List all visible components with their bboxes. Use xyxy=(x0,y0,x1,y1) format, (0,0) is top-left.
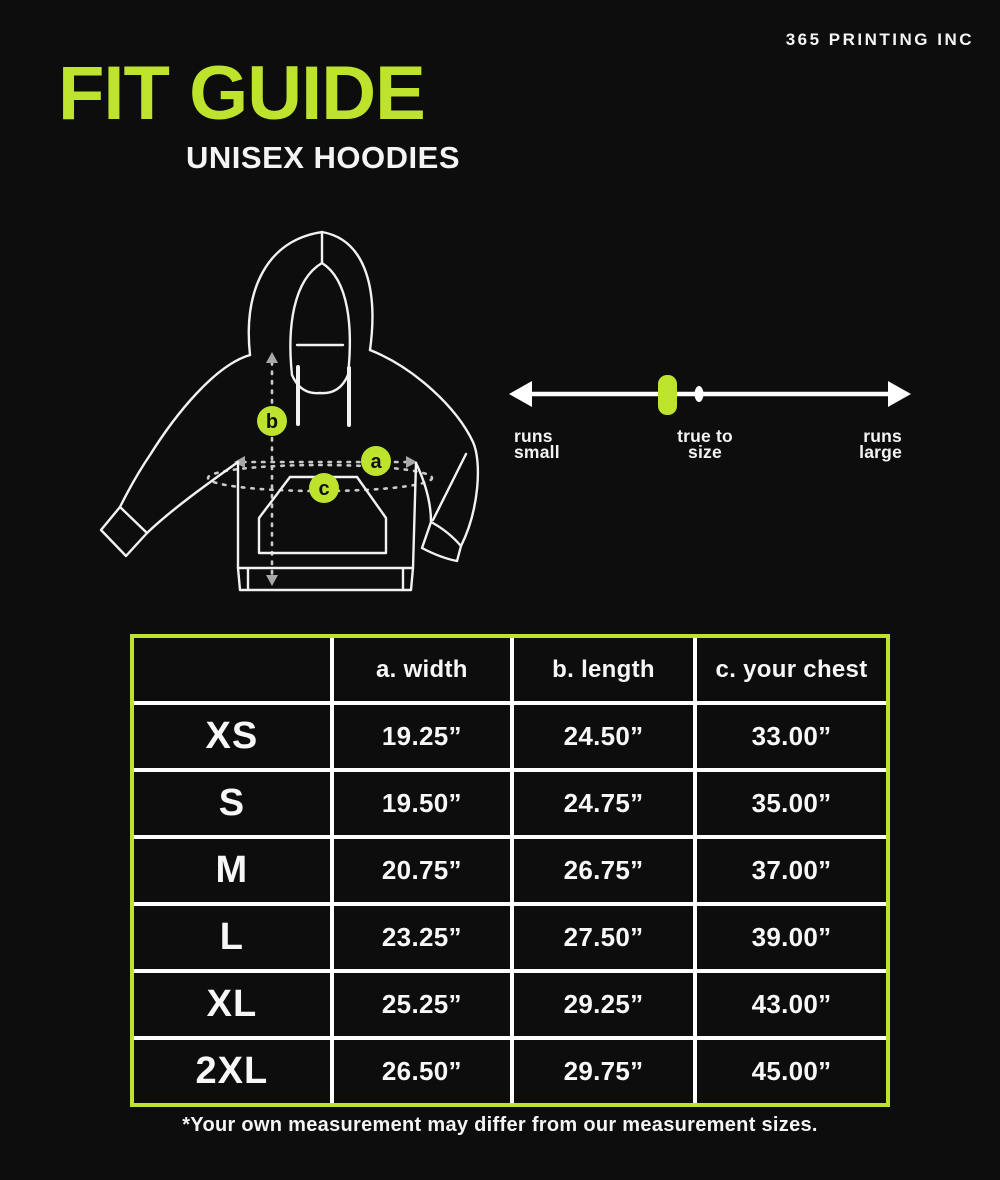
runs-large-arrow-icon xyxy=(888,381,911,407)
table-cell: 25.25” xyxy=(334,973,510,1036)
table-corner-cell xyxy=(134,638,330,701)
sleeve-right-fold xyxy=(433,454,466,520)
table-cell: 29.25” xyxy=(514,973,693,1036)
table-cell: 23.25” xyxy=(334,906,510,969)
table-cell: 27.50” xyxy=(514,906,693,969)
footnote: *Your own measurement may differ from our measurement sizes. xyxy=(182,1114,818,1136)
size-label-xl: XL xyxy=(134,973,330,1036)
marker-c-label: c xyxy=(318,478,330,500)
hood-opening xyxy=(290,263,349,375)
table-cell: 19.25” xyxy=(334,705,510,768)
hoodie-diagram xyxy=(95,210,485,600)
page-subtitle: UNISEX HOODIES xyxy=(186,140,460,175)
table-cell: 37.00” xyxy=(697,839,886,902)
table-cell: 43.00” xyxy=(697,973,886,1036)
hem-band xyxy=(238,568,413,590)
marker-a xyxy=(361,446,391,476)
table-cell: 26.75” xyxy=(514,839,693,902)
column-header-chest: c. your chest xyxy=(697,638,886,701)
table-cell: 20.75” xyxy=(334,839,510,902)
size-label-2xl: 2XL xyxy=(134,1040,330,1103)
size-label-s: S xyxy=(134,772,330,835)
table-cell: 24.75” xyxy=(514,772,693,835)
scale-label-true-to-size: true to size xyxy=(677,426,733,462)
marker-b-label: b xyxy=(265,411,279,433)
hood-outline xyxy=(249,232,373,355)
scale-label-runs-small: runs small xyxy=(514,426,560,462)
true-to-size-marker xyxy=(658,375,677,415)
scale-label-runs-large: runs large xyxy=(859,426,902,462)
sleeve-left-inner xyxy=(147,462,238,533)
hood-chin-curve xyxy=(292,375,348,393)
table-cell: 26.50” xyxy=(334,1040,510,1103)
size-label-l: L xyxy=(134,906,330,969)
marker-c xyxy=(309,473,339,503)
fit-scale xyxy=(505,352,915,437)
marker-b xyxy=(257,406,287,436)
table-cell: 24.50” xyxy=(514,705,693,768)
size-label-xs: XS xyxy=(134,705,330,768)
hoodie-outline xyxy=(101,232,478,590)
table-cell: 35.00” xyxy=(697,772,886,835)
column-header-length: b. length xyxy=(514,638,693,701)
size-table xyxy=(130,634,890,1107)
size-label-m: M xyxy=(134,839,330,902)
page-title: FIT GUIDE xyxy=(58,51,425,136)
column-header-width: a. width xyxy=(334,638,510,701)
cuff-right xyxy=(422,522,461,561)
table-cell: 45.00” xyxy=(697,1040,886,1103)
scale-tick-dot xyxy=(695,386,704,402)
brand-text: 365 PRINTING INC xyxy=(785,30,974,49)
runs-small-arrow-icon xyxy=(509,381,532,407)
table-cell: 19.50” xyxy=(334,772,510,835)
table-cell: 33.00” xyxy=(697,705,886,768)
marker-a-label: a xyxy=(370,451,382,473)
sleeve-left-outline xyxy=(120,355,250,507)
table-cell: 39.00” xyxy=(697,906,886,969)
cuff-left xyxy=(101,507,147,556)
length-measure-line xyxy=(266,352,278,586)
table-cell: 29.75” xyxy=(514,1040,693,1103)
